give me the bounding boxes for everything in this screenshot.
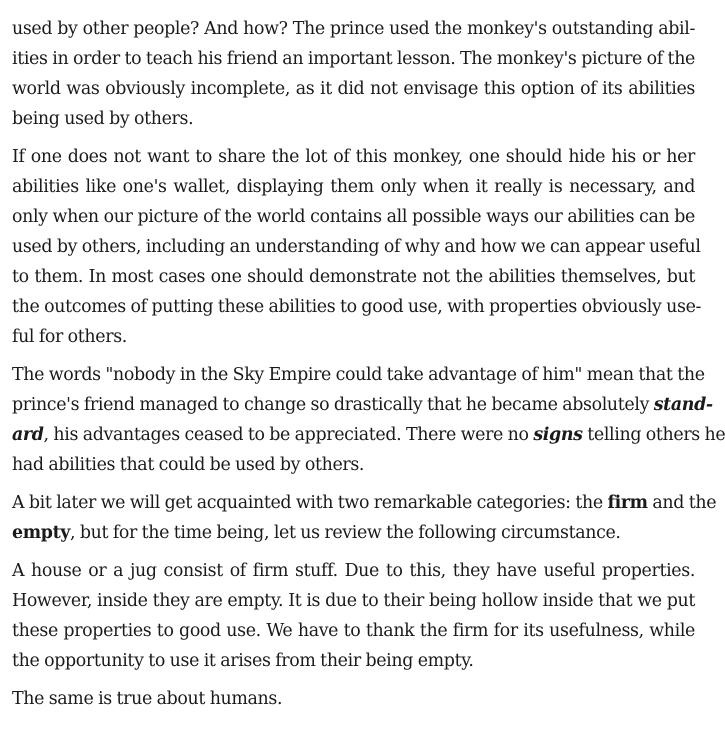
- paragraph-3: [12, 360, 725, 480]
- text-line: only when our picture of the world contains all possible ways our abilities can be: [12, 207, 695, 227]
- text-line: If one does not want to share the lot of this monkey, one should hide his or her: [12, 147, 695, 167]
- text-line: The words "nobody in the Sky Empire could take advantage of him" mean that the: [12, 365, 705, 385]
- text-line: ful for others.: [12, 327, 127, 347]
- text-run: telling others he: [582, 425, 725, 445]
- paragraph-4: [12, 488, 717, 548]
- text-line: ities in order to teach his friend an important lesson. The monkey's picture of the: [12, 49, 695, 69]
- paragraph-2: [12, 142, 702, 352]
- text-line: the opportunity to use it arises from their being empty.: [12, 651, 474, 671]
- text-line: the outcomes of putting these abilities to good use, with properties obviously use-: [12, 297, 702, 317]
- emphasis-signs: signs: [533, 425, 583, 445]
- text-line: The same is true about humans.: [12, 689, 283, 709]
- text-run: and the: [647, 493, 717, 513]
- text-line: abilities like one's wallet, displaying them only when it really is necessary, and: [12, 177, 695, 197]
- text-run: , his advantages ceased to be appreciated. There were no: [43, 425, 534, 445]
- text-run: A bit later we will get acquainted with two remarkable categories: the: [12, 493, 608, 513]
- text-line: these properties to good use. We have to thank the firm for its usefulness, while: [12, 621, 695, 641]
- strong-firm: firm: [607, 493, 648, 513]
- text-line: world was obviously incomplete, as it did not envisage this option of its abilities: [12, 79, 695, 99]
- paragraph-1: [12, 14, 695, 134]
- emphasis-standard: stand-: [653, 395, 713, 415]
- text-line: used by other people? And how? The prince used the monkey's outstanding abil-: [12, 19, 695, 39]
- document-body: [12, 14, 725, 714]
- text-run: prince's friend managed to change so drastically that he became absolutely: [12, 395, 654, 415]
- text-run: , but for the time being, let us review the following circumstance.: [70, 523, 621, 543]
- paragraph-5: [12, 556, 695, 676]
- emphasis-standard-end: ard: [12, 425, 44, 445]
- text-line: A house or a jug consist of firm stuff. Due to this, they have useful properties.: [12, 561, 695, 581]
- strong-empty: empty: [12, 523, 71, 543]
- paragraph-6: [12, 684, 695, 714]
- text-line: used by others, including an understanding of why and how we can appear useful: [12, 237, 701, 257]
- text-line: [12, 488, 717, 518]
- text-line: to them. In most cases one should demonstrate not the abilities themselves, but: [12, 267, 695, 287]
- text-line: [12, 420, 725, 450]
- text-line: being used by others.: [12, 109, 194, 129]
- text-line: had abilities that could be used by others.: [12, 455, 365, 475]
- text-line: However, inside they are empty. It is due to their being hollow inside that we put: [12, 591, 695, 611]
- text-line: [12, 518, 695, 548]
- text-line: [12, 390, 713, 420]
